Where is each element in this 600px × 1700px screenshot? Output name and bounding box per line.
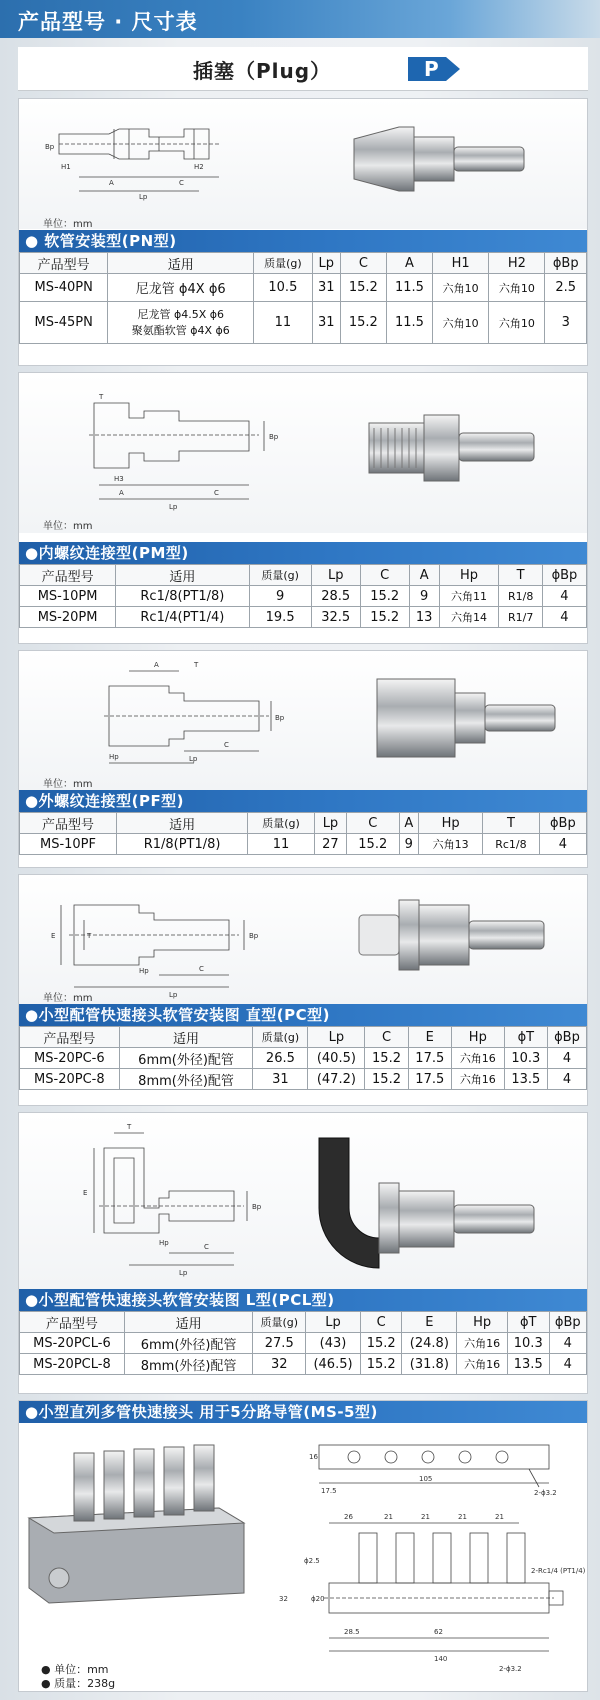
pc-drawing xyxy=(19,875,589,1005)
pn-dim-h1: H1 xyxy=(61,163,71,171)
cell: Rc1/8 xyxy=(483,834,540,855)
pn-dim-bp: Bp xyxy=(45,143,55,151)
pf-dim-t: T xyxy=(194,661,199,669)
ms5-dim-21a: 21 xyxy=(384,1513,393,1521)
col-header: T xyxy=(499,565,542,586)
table-row xyxy=(20,302,587,344)
section-pc xyxy=(18,874,588,1106)
section-pn xyxy=(18,98,588,366)
plug-badge-letter: P xyxy=(424,57,439,81)
col-header: ϕBp xyxy=(539,813,586,834)
cell: (40.5) xyxy=(308,1048,365,1069)
pcl-drawing xyxy=(19,1113,589,1289)
pf-dim-a: A xyxy=(154,661,159,669)
pcl-section-title: ●小型配管快速接头软管安装图 L型(PCL型) xyxy=(19,1289,587,1311)
col-header: 质量(g) xyxy=(253,1027,308,1048)
cell: 4 xyxy=(542,586,586,607)
table-row xyxy=(20,274,587,302)
table-header-row xyxy=(20,813,587,834)
pn-unit-label: 单位：mm xyxy=(43,219,93,230)
cell: R1/7 xyxy=(499,607,542,628)
pm-section-title: ●内螺纹连接型(PM型) xyxy=(19,542,587,564)
col-header: 质量(g) xyxy=(248,813,315,834)
cell: 六角11 xyxy=(439,586,499,607)
col-header: Lp xyxy=(314,813,346,834)
pc-dim-t: T xyxy=(87,932,92,940)
cell: 4 xyxy=(547,1069,586,1090)
cell: 尼龙管 ϕ4.5X ϕ6 聚氨酯软管 ϕ4X ϕ6 xyxy=(108,302,254,344)
header-bar xyxy=(0,0,600,38)
pm-figure xyxy=(19,373,587,533)
col-header: H1 xyxy=(432,253,488,274)
cell: MS-10PM xyxy=(20,586,116,607)
pm-dim-lp: Lp xyxy=(169,503,178,511)
plug-badge xyxy=(406,55,462,83)
cell: 3 xyxy=(545,302,587,344)
col-header: ϕBp xyxy=(545,253,587,274)
cell: 4 xyxy=(549,1354,586,1375)
col-header: ϕBp xyxy=(542,565,586,586)
pcl-dim-bp: Bp xyxy=(252,1203,262,1211)
ms5-dim-140: 140 xyxy=(434,1655,448,1663)
col-header: ϕT xyxy=(507,1312,549,1333)
pm-spec-table xyxy=(19,564,587,628)
cell: 32 xyxy=(253,1354,306,1375)
pcl-dim-t: T xyxy=(127,1123,132,1131)
table-row xyxy=(20,1048,587,1069)
pm-drawing xyxy=(19,373,589,533)
cell: MS-10PF xyxy=(20,834,117,855)
col-header: 适用 xyxy=(119,1027,253,1048)
cell: (31.8) xyxy=(402,1354,457,1375)
table-row xyxy=(20,1333,587,1354)
pc-dim-hp: Hp xyxy=(139,967,149,975)
cell: Rc1/8(PT1/8) xyxy=(116,586,249,607)
col-header: 质量(g) xyxy=(249,565,311,586)
cell: Rc1/4(PT1/4) xyxy=(116,607,249,628)
ms5-dim-16: 16 xyxy=(309,1453,318,1461)
cell: 11 xyxy=(254,302,313,344)
cell: 4 xyxy=(542,607,586,628)
col-header: Hp xyxy=(451,1027,504,1048)
cell: (46.5) xyxy=(306,1354,361,1375)
ms5-dim-21c: 21 xyxy=(458,1513,467,1521)
ms5-dim-phi20: ϕ20 xyxy=(311,1595,325,1603)
table-row xyxy=(20,1069,587,1090)
col-header: Hp xyxy=(439,565,499,586)
pn-section-title: ● 软管安装型(PN型) xyxy=(19,230,587,252)
col-header: C xyxy=(340,253,386,274)
pn-dim-h2: H2 xyxy=(194,163,204,171)
cell: 10.3 xyxy=(507,1333,549,1354)
col-header: 适用 xyxy=(108,253,254,274)
ms5-dim-17-5: 17.5 xyxy=(321,1487,337,1495)
plug-title: 插塞（Plug） xyxy=(193,59,332,83)
col-header: 产品型号 xyxy=(20,1027,120,1048)
pcl-dim-e: E xyxy=(83,1189,88,1197)
col-header: H2 xyxy=(489,253,545,274)
section-pcl xyxy=(18,1112,588,1394)
col-header: 产品型号 xyxy=(20,253,108,274)
pn-product-photo xyxy=(354,127,524,191)
cell: 15.2 xyxy=(360,1354,402,1375)
cell: MS-45PN xyxy=(20,302,108,344)
cell: 15.2 xyxy=(347,834,400,855)
pm-unit-label: 单位：mm xyxy=(43,521,93,532)
col-header: 产品型号 xyxy=(20,565,116,586)
cell: MS-20PC-6 xyxy=(20,1048,120,1069)
pc-figure xyxy=(19,875,587,1005)
cell: 15.2 xyxy=(365,1048,408,1069)
cell: 六角16 xyxy=(457,1333,508,1354)
pc-section-title: ●小型配管快速接头软管安装图 直型(PC型) xyxy=(19,1004,587,1026)
ms5-dim-32: 32 xyxy=(279,1595,288,1603)
cell: 31 xyxy=(253,1069,308,1090)
table-header-row xyxy=(20,565,587,586)
cell: R1/8(PT1/8) xyxy=(117,834,248,855)
cell: 10.5 xyxy=(254,274,313,302)
pf-product-photo xyxy=(377,679,555,757)
ms5-dim-21d: 21 xyxy=(495,1513,504,1521)
ms5-dim-2rc1-4: 2-Rc1/4 (PT1/4) xyxy=(531,1567,586,1575)
pm-product-photo xyxy=(369,415,534,481)
ms5-product-photo xyxy=(29,1445,244,1603)
cell: 8mm(外径)配管 xyxy=(119,1069,253,1090)
col-header: 产品型号 xyxy=(20,1312,125,1333)
pc-dim-bp: Bp xyxy=(249,932,259,940)
cell: 9 xyxy=(399,834,419,855)
cell: 六角16 xyxy=(451,1048,504,1069)
ms5-dim-26: 26 xyxy=(344,1513,353,1521)
cell: (43) xyxy=(306,1333,361,1354)
pc-unit-label: 单位：mm xyxy=(43,993,93,1004)
col-header: E xyxy=(402,1312,457,1333)
pc-product-photo xyxy=(359,900,544,970)
col-header: Hp xyxy=(419,813,483,834)
ms5-weight-note: ● 质量：238g xyxy=(41,1677,116,1690)
cell: 15.2 xyxy=(360,1333,402,1354)
cell: MS-20PCL-8 xyxy=(20,1354,125,1375)
cell: MS-20PC-8 xyxy=(20,1069,120,1090)
ms5-dim-62: 62 xyxy=(434,1628,443,1636)
ms5-dim-21b: 21 xyxy=(421,1513,430,1521)
pm-dim-a: A xyxy=(119,489,124,497)
cell: 9 xyxy=(409,586,439,607)
col-header: ϕBp xyxy=(547,1027,586,1048)
col-header: 质量(g) xyxy=(253,1312,306,1333)
cell: 六角13 xyxy=(419,834,483,855)
cell: 32.5 xyxy=(311,607,360,628)
cell: MS-20PCL-6 xyxy=(20,1333,125,1354)
cell: 15.2 xyxy=(340,274,386,302)
col-header: ϕBp xyxy=(549,1312,586,1333)
table-header-row xyxy=(20,1312,587,1333)
cell: 尼龙管 ϕ4X ϕ6 xyxy=(108,274,254,302)
cell: 31 xyxy=(312,302,340,344)
cell: 15.2 xyxy=(360,607,409,628)
cell: 26.5 xyxy=(253,1048,308,1069)
col-header: Lp xyxy=(306,1312,361,1333)
cell: 11.5 xyxy=(386,302,432,344)
cell: R1/8 xyxy=(499,586,542,607)
cell: 31 xyxy=(312,274,340,302)
col-header: C xyxy=(360,1312,402,1333)
cell: 4 xyxy=(539,834,586,855)
pc-dim-lp: Lp xyxy=(169,991,178,999)
col-header: 适用 xyxy=(116,565,249,586)
section-ms5 xyxy=(18,1400,588,1692)
col-header: A xyxy=(386,253,432,274)
cell: 28.5 xyxy=(311,586,360,607)
pn-drawing xyxy=(19,99,589,229)
col-header: C xyxy=(347,813,400,834)
col-header: E xyxy=(408,1027,451,1048)
cell: 六角10 xyxy=(432,274,488,302)
pf-section-title: ●外螺纹连接型(PF型) xyxy=(19,790,587,812)
ms5-dim-2phi3-2-bottom: 2-ϕ3.2 xyxy=(499,1665,522,1673)
col-header: Lp xyxy=(308,1027,365,1048)
table-header-row xyxy=(20,1027,587,1048)
cell: 15.2 xyxy=(365,1069,408,1090)
cell: 六角16 xyxy=(451,1069,504,1090)
pf-drawing xyxy=(19,651,589,791)
col-header: ϕT xyxy=(504,1027,547,1048)
col-header: 适用 xyxy=(124,1312,252,1333)
cell: 13.5 xyxy=(504,1069,547,1090)
pcl-dim-lp: Lp xyxy=(179,1269,188,1277)
pf-dim-c: C xyxy=(224,741,229,749)
cell: 4 xyxy=(547,1048,586,1069)
cell: 15.2 xyxy=(360,586,409,607)
cell: 六角14 xyxy=(439,607,499,628)
cell: 27.5 xyxy=(253,1333,306,1354)
cell: 六角16 xyxy=(457,1354,508,1375)
pm-dim-c: C xyxy=(214,489,219,497)
cell: 10.3 xyxy=(504,1048,547,1069)
col-header: Lp xyxy=(312,253,340,274)
page-title: 产品型号 · 尺寸表 xyxy=(18,10,198,34)
cell: 9 xyxy=(249,586,311,607)
cell: 2.5 xyxy=(545,274,587,302)
table-row xyxy=(20,1354,587,1375)
cell: (24.8) xyxy=(402,1333,457,1354)
section-pm xyxy=(18,372,588,644)
cell: (47.2) xyxy=(308,1069,365,1090)
ms5-section-title: ●小型直列多管快速接头 用于5分路导管(MS-5型) xyxy=(19,1401,587,1423)
table-row xyxy=(20,834,587,855)
table-row xyxy=(20,607,587,628)
col-header: C xyxy=(365,1027,408,1048)
pc-dim-c: C xyxy=(199,965,204,973)
cell: 11 xyxy=(248,834,315,855)
cell: 11.5 xyxy=(386,274,432,302)
pf-dim-hp: Hp xyxy=(109,753,119,761)
cell: 17.5 xyxy=(408,1048,451,1069)
cell: 13 xyxy=(409,607,439,628)
ms5-dim-phi2-5: ϕ2.5 xyxy=(304,1557,320,1565)
pm-dim-h3: H3 xyxy=(114,475,124,483)
col-header: T xyxy=(483,813,540,834)
cell: MS-40PN xyxy=(20,274,108,302)
col-header: 产品型号 xyxy=(20,813,117,834)
pf-dim-lp: Lp xyxy=(189,755,198,763)
col-header: 适用 xyxy=(117,813,248,834)
cell: 15.2 xyxy=(340,302,386,344)
ms5-dim-2phi3-2-top: 2-ϕ3.2 xyxy=(534,1489,557,1497)
pcl-figure xyxy=(19,1113,587,1289)
pcl-dim-hp: Hp xyxy=(159,1239,169,1247)
section-pf xyxy=(18,650,588,868)
cell: 六角10 xyxy=(489,302,545,344)
cell: 6mm(外径)配管 xyxy=(124,1333,252,1354)
ms5-unit-note: ● 单位：mm xyxy=(41,1663,109,1676)
pcl-spec-table xyxy=(19,1311,587,1375)
col-header: C xyxy=(360,565,409,586)
col-header: A xyxy=(399,813,419,834)
pcl-dim-c: C xyxy=(204,1243,209,1251)
cell: MS-20PM xyxy=(20,607,116,628)
cell: 4 xyxy=(549,1333,586,1354)
cell: 27 xyxy=(314,834,346,855)
ms5-dim-28-5: 28.5 xyxy=(344,1628,360,1636)
pn-dim-a: A xyxy=(109,179,114,187)
cell: 17.5 xyxy=(408,1069,451,1090)
pcl-product-photo xyxy=(319,1138,534,1268)
table-header-row xyxy=(20,253,587,274)
cell: 六角10 xyxy=(432,302,488,344)
plug-title-bar xyxy=(18,47,588,91)
pm-dim-t: T xyxy=(99,393,104,401)
pf-dim-bp: Bp xyxy=(275,714,285,722)
table-row xyxy=(20,586,587,607)
col-header: A xyxy=(409,565,439,586)
pn-figure xyxy=(19,99,587,229)
col-header: 质量(g) xyxy=(254,253,313,274)
pf-figure xyxy=(19,651,587,791)
ms5-drawing xyxy=(19,1423,589,1693)
ms5-dim-105: 105 xyxy=(419,1475,433,1483)
cell: 13.5 xyxy=(507,1354,549,1375)
pm-dim-bp: Bp xyxy=(269,433,279,441)
cell: 8mm(外径)配管 xyxy=(124,1354,252,1375)
col-header: Hp xyxy=(457,1312,508,1333)
col-header: Lp xyxy=(311,565,360,586)
pf-spec-table xyxy=(19,812,587,855)
cell: 六角10 xyxy=(489,274,545,302)
pc-spec-table xyxy=(19,1026,587,1090)
pn-dim-lp: Lp xyxy=(139,193,148,201)
pn-dim-c: C xyxy=(179,179,184,187)
cell: 6mm(外径)配管 xyxy=(119,1048,253,1069)
pn-spec-table xyxy=(19,252,587,344)
pc-dim-e: E xyxy=(51,932,56,940)
pf-unit-label: 单位：mm xyxy=(43,779,93,790)
cell: 19.5 xyxy=(249,607,311,628)
